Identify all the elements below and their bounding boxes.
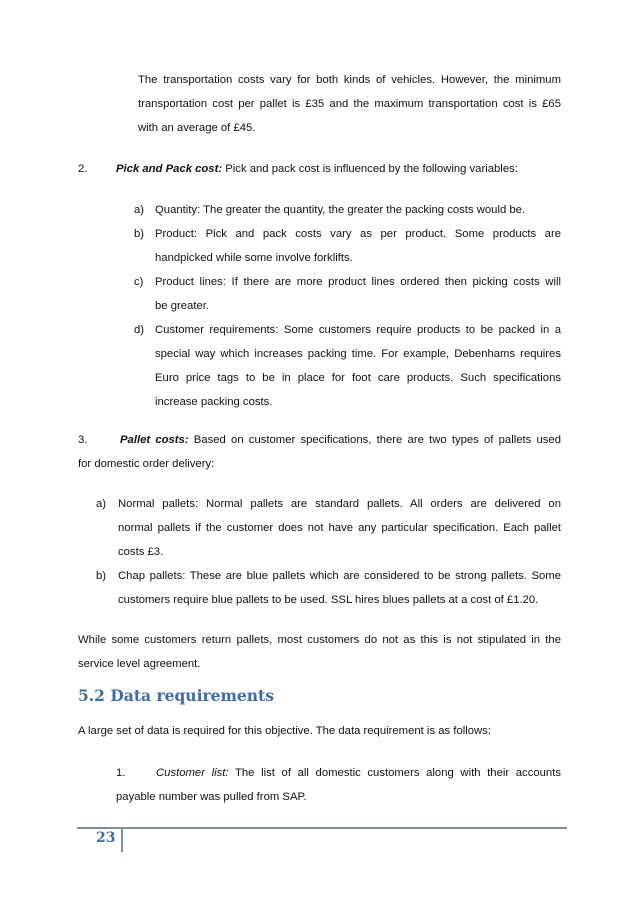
section-intro: A large set of data is required for this objective. The data requirement is as follows:: [78, 725, 491, 737]
pallet-intro: Based on customer specifications, there are two types of pallets used: [188, 434, 561, 446]
return-note-line-1: While some customers return pallets, most customers do not as this is not stipulated in the: [78, 634, 561, 646]
pick-item-a-line-1: Quantity: The greater the quantity, the greater the packing costs would be.: [155, 204, 526, 216]
footer-rule: [77, 827, 567, 829]
pallet-item-a-line-2: normal pallets if the customer does not have any particular specification. Each pallet: [118, 522, 561, 534]
transport-line-3: with an average of £45.: [138, 122, 256, 134]
return-note-line-2: service level agreement.: [78, 658, 201, 670]
pallet-item-a-line-1: Normal pallets: Normal pallets are standard pallets. All orders are delivered on: [118, 498, 561, 510]
transport-line-2: transportation cost per pallet is £35 and the maximum transportation cost is £65: [138, 98, 561, 110]
pick-item-b-line-1: Product: Pick and pack costs vary as per product. Some products are: [155, 228, 561, 240]
pick-pack-heading: Pick and Pack cost:: [116, 163, 223, 175]
pick-item-d-line-1: Customer requirements: Some customers require products to be packed in a: [155, 324, 561, 336]
pick-item-c-label: c): [134, 276, 144, 288]
pallet-item-a-line-3: costs £3.: [118, 546, 164, 558]
pick-item-b-line-2: handpicked while some involve forklifts.: [155, 252, 353, 264]
pallet-number: 3.: [78, 434, 88, 446]
pick-pack-heading-line: [116, 163, 518, 175]
page-number: 23: [96, 830, 116, 846]
pick-item-d-line-2: special way which increases packing time. For example, Debenhams requires: [155, 348, 561, 360]
pallet-item-b-line-1: Chap pallets: These are blue pallets which are considered to be strong pallets. Some: [118, 570, 561, 582]
data-req-item-1-line-1: [156, 767, 561, 779]
transport-line-1: The transportation costs vary for both kinds of vehicles. However, the minimum: [138, 74, 561, 86]
pick-item-d-label: d): [134, 324, 145, 336]
section-heading: 5.2 Data requirements: [78, 686, 274, 705]
pallet-line-1: [120, 434, 561, 446]
pick-item-c-line-1: Product lines: If there are more product lines ordered then picking costs will: [155, 276, 561, 288]
pallet-heading: Pallet costs:: [120, 434, 189, 446]
pick-item-b-label: b): [134, 228, 145, 240]
footer-divider: [121, 827, 123, 852]
pallet-item-b-label: b): [96, 570, 107, 582]
data-req-item-1-number: 1.: [116, 767, 126, 779]
customer-list-text: The list of all domestic customers along with their accounts: [228, 767, 561, 779]
pick-pack-number: 2.: [78, 163, 88, 175]
pallet-item-a-label: a): [96, 498, 107, 510]
pick-item-a-label: a): [134, 204, 145, 216]
pick-pack-intro: Pick and pack cost is influenced by the following variables:: [222, 163, 518, 175]
pick-item-d-line-4: increase packing costs.: [155, 396, 273, 408]
pick-item-d-line-3: Euro price tags to be in place for foot care products. Such specifications: [155, 372, 561, 384]
pallet-item-b-line-2: customers require blue pallets to be used. SSL hires blues pallets at a cost of £1.20.: [118, 594, 539, 606]
pallet-line-2: for domestic order delivery:: [78, 458, 215, 470]
data-req-item-1-line-2: payable number was pulled from SAP.: [116, 791, 307, 803]
customer-list-label: Customer list:: [156, 767, 229, 779]
pick-item-c-line-2: be greater.: [155, 300, 210, 312]
